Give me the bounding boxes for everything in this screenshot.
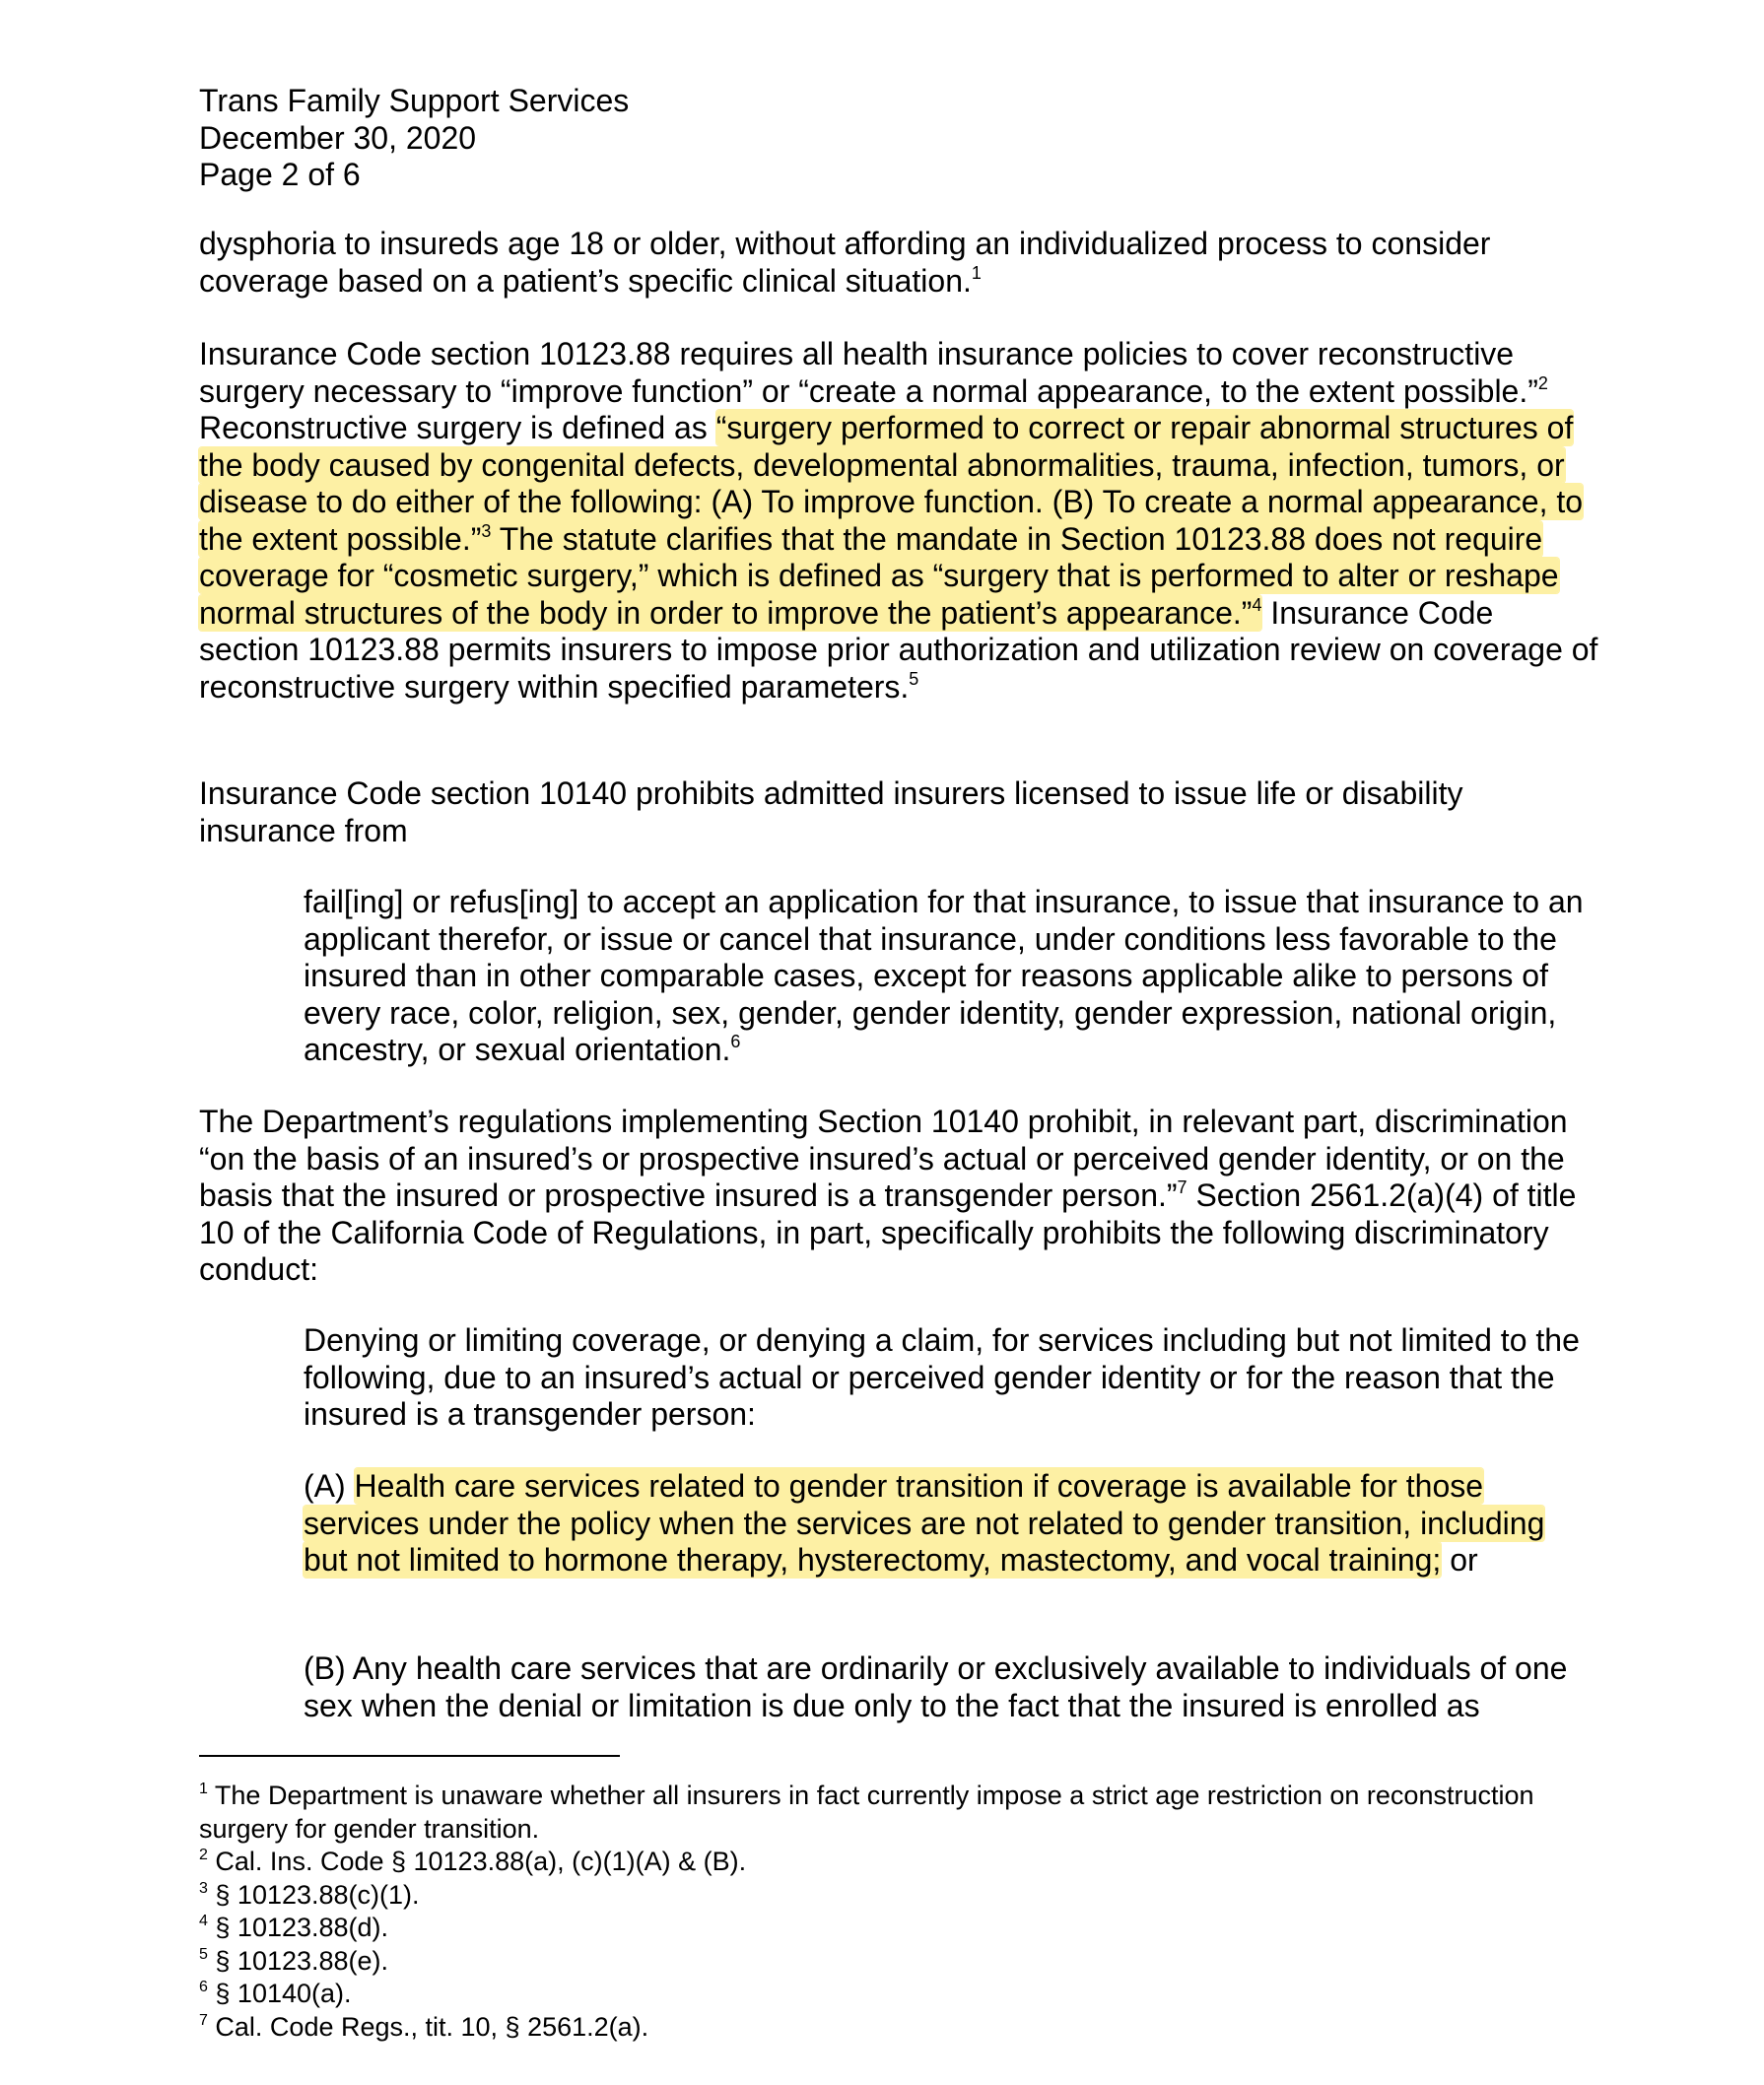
footnote-1 <box>199 1780 1598 1846</box>
footnote-text: § 10123.88(d). <box>207 1913 389 1942</box>
header-date: December 30, 2020 <box>199 119 477 156</box>
header-page-number: Page 2 of 6 <box>199 157 361 192</box>
footnote-number: 1 <box>199 1781 208 1797</box>
footnote-ref-2: 2 <box>1537 372 1548 393</box>
footnote-number: 2 <box>199 1847 208 1863</box>
letter-header <box>199 83 1579 194</box>
block-quote-3-label: (A) <box>304 1468 355 1504</box>
footnote-ref-3: 3 <box>481 520 492 541</box>
footnote-3 <box>199 1879 1598 1913</box>
footnote-ref-6: 6 <box>730 1032 741 1051</box>
block-quote-4 <box>304 1650 1594 1724</box>
footnote-text: The Department is unaware whether all insurers in fact currently impose a strict age restriction on reconstruction surgery for gender transition. <box>199 1781 1534 1844</box>
footnote-text: § 10123.88(e). <box>207 1945 389 1976</box>
paragraph-4-text-1: The Department’s regulations implementing Section 10140 prohibit, in relevant part, discrimination “on the basis of an insured’s or prospective insured’s actual or perceived gender identity, or on the basis that the insured or prospective insured is a transgender person.” <box>199 1104 1568 1213</box>
footnote-ref-5: 5 <box>909 668 919 689</box>
highlight-health-care-services: Health care services related to gender transition if coverage is available for those services under the policy when the services are not related to gender transition, including but not limited to hormone therapy, hysterectomy, mastectomy, and vocal training; <box>304 1468 1545 1578</box>
footnote-ref-7: 7 <box>1177 1177 1187 1197</box>
footnote-text: Cal. Ins. Code § 10123.88(a), (c)(1)(A) & (B). <box>207 1847 747 1876</box>
footnote-number: 3 <box>199 1879 208 1897</box>
block-quote-2-text: Denying or limiting coverage, or denying a claim, for services including but not limited to the following, due to an insured’s actual or perceived gender identity or for the reason that the insured is a transgender person: <box>304 1322 1580 1432</box>
paragraph-1-text: dysphoria to insureds age 18 or older, without affording an individualized process to consider coverage based on a patient’s specific clinical situation. <box>199 226 1491 299</box>
block-quote-2 <box>304 1322 1594 1434</box>
block-quote-3-tail: or <box>1441 1542 1478 1578</box>
footnote-6 <box>199 1978 1598 2011</box>
header-organization: Trans Family Support Services <box>199 83 630 118</box>
block-quote-1-text: fail[ing] or refus[ing] to accept an application for that insurance, to issue that insurance to an applicant therefor, or issue or cancel that insurance, under conditions less favorable to the insured than in other comparable cases, except for reasons applicable alike to persons of every race, color, religion, sex, gender, gender identity, gender expression, national origin, ancestry, or sexual orientation. <box>304 884 1584 1067</box>
paragraph-2-tail: Insurance Code section 10123.88 permits insurers to impose prior authorization and utilization review on coverage of reconstructive surgery within specified parameters. <box>199 594 1598 705</box>
highlight-cosmetic-definition: The statute clarifies that the mandate in Section 10123.88 does not require coverage for “cosmetic surgery,” which is defined as “surgery that is performed to alter or reshape normal structures of the body in order to improve the patient’s appearance.” <box>199 520 1559 631</box>
footnote-ref-1: 1 <box>971 262 982 283</box>
footnote-text: Cal. Code Regs., tit. 10, § 2561.2(a). <box>207 2011 649 2042</box>
footnote-separator <box>199 1755 620 1757</box>
footnote-5 <box>199 1945 1598 1979</box>
footnote-number: 6 <box>199 1979 208 1995</box>
paragraph-4 <box>199 1104 1598 1289</box>
footnote-text: § 10140(a). <box>207 1979 352 2008</box>
footnote-number: 7 <box>199 2011 208 2029</box>
footnote-text: § 10123.88(c)(1). <box>207 1879 420 1910</box>
paragraph-2-lead: Reconstructive surgery is defined as <box>199 410 716 445</box>
paragraph-3 <box>199 775 1598 849</box>
paragraph-4-text-2: Section 2561.2(a)(4) of title 10 of the California Code of Regulations, in part, specifically prohibits the following discriminatory conduct: <box>199 1177 1577 1287</box>
footnote-7 <box>199 2011 1598 2045</box>
block-quote-1 <box>304 884 1594 1069</box>
footnote-number: 4 <box>199 1913 208 1929</box>
paragraph-2 <box>199 336 1598 706</box>
paragraph-1 <box>199 226 1598 300</box>
footnote-4 <box>199 1912 1598 1945</box>
paragraph-2-intro: Insurance Code section 10123.88 requires all health insurance policies to cover reconstructive surgery necessary to “improve function” or “create a normal appearance, to the extent possible.” <box>199 336 1538 409</box>
block-quote-4-text: (B) Any health care services that are ordinarily or exclusively available to individuals of one sex when the denial or limitation is due only to the fact that the insured is enrolled as <box>304 1650 1568 1723</box>
footnote-ref-4: 4 <box>1252 594 1262 615</box>
footnotes <box>199 1780 1598 2044</box>
footnote-2 <box>199 1846 1598 1879</box>
highlight-reconstructive-definition: “surgery performed to correct or repair abnormal structures of the body caused by congenital defects, developmental abnormalities, trauma, infection, tumors, or disease to do either of the following: (A) To improve function. (B) To create a normal appearance, to the extent possible.” <box>199 410 1584 557</box>
footnote-number: 5 <box>199 1945 208 1963</box>
block-quote-3 <box>304 1468 1594 1580</box>
paragraph-3-text: Insurance Code section 10140 prohibits admitted insurers licensed to issue life or disability insurance from <box>199 775 1463 848</box>
